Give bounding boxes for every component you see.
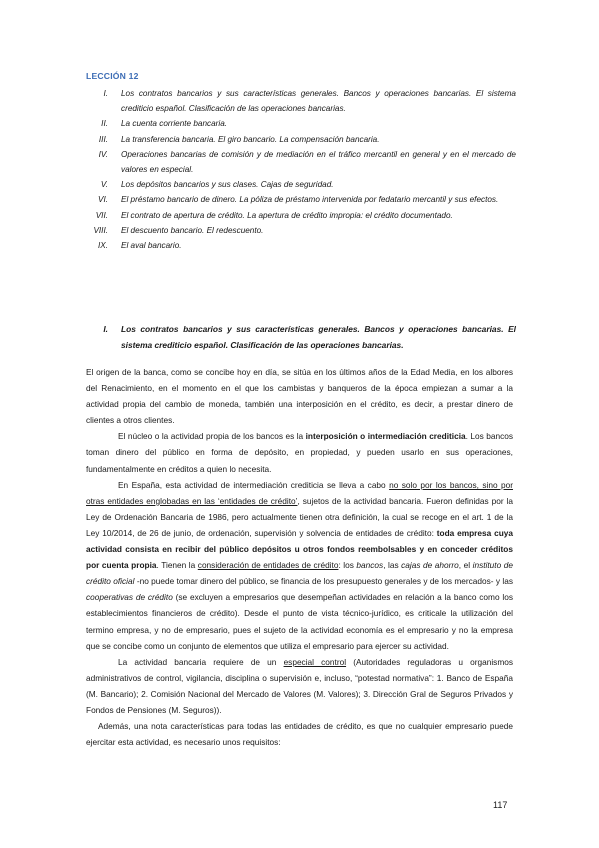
toc-item [86, 86, 516, 116]
toc-text: El préstamo bancario de dinero. La póliza de préstamo intervenida por fedatario mercantil y sus efectos. [121, 195, 499, 205]
paragraph-spain: En España, esta actividad de intermediación crediticia se lleva a cabo no solo por los bancos, sino por otras entidades englobadas en las ‘entidades de crédito’, sujetos de la actividad bancaria. Fueron definidas por la Ley de Ordenación Bancaria de 1986, pero actualmente tienen otra definición, la cual se recoge en el art. 1 de la Ley 10/2014, de 26 de junio, de ordenación, supervisión y solvencia de entidades de crédito: toda empresa cuya actividad consista en recibir del público depósitos u otros fondos reembolsables y en conceder créditos por cuenta propia. Tienen la consideración de entidades de crédito: los bancos, las cajas de ahorro, el instituto de crédito oficial -no puede tomar dinero del público, se financia de los presupuesto generales y de los mercados- y las cooperativas de crédito (se excluyen a empresarios que desempeñan actividades en relación a la banco como los establecimientos financieros de crédito). Desde el punto de vista técnico-jurídico, es criticale la utilización del termino empresa, y no de empresario, pues el sujeto de la actividad economía es el empresario y no la empresa que se concibe como un conjunto de elementos que utiliza el empresario para ejercer su actividad. [86, 479, 514, 651]
italic-term: bancos [356, 560, 384, 571]
toc-text: La transferencia bancaria. El giro bancario. La compensación bancaria. [121, 134, 380, 144]
toc-number: VIII. [93, 225, 108, 235]
page-number: 117 [493, 800, 508, 810]
section-number: I. [103, 324, 108, 334]
toc-number: IX. [97, 241, 108, 251]
toc-text: Los contratos bancarios y sus características generales. Bancos y operaciones bancarias. El sistema crediticio español. Clasificación de las operaciones bancarias. [121, 89, 516, 114]
toc-text: El aval bancario. [121, 241, 182, 251]
toc-item [86, 147, 516, 177]
toc-number: VI. [97, 195, 108, 205]
toc-text: El contrato de apertura de crédito. La apertura de crédito impropia: el crédito documentado. [121, 210, 453, 220]
toc-text: El descuento bancario. El redescuento. [121, 225, 264, 235]
paragraph-requirements: Además, una nota características para todas las entidades de crédito, es que no cualquier empresario puede ejercitar esta actividad, es necesario unos requisitos: [86, 721, 513, 748]
toc-number: I. [103, 89, 108, 98]
toc-number: VII. [95, 210, 108, 220]
italic-term: instituto de crédito oficial [86, 560, 513, 587]
italic-term: cooperativas de crédito [86, 592, 173, 603]
underlined-term: no solo por los bancos, sino por otras entidades englobadas en las ‘entidades de crédito’ [86, 479, 513, 506]
paragraph-origin: El origen de la banca, como se concibe hoy en día, se sitúa en los últimos años de la Edad Media, en los albores del Renacimiento, en el momento en el que los cambistas y banqueros de la época empiezan a sumar a la actividad propia del cambio de moneda, también una interposición en el crédito, es decir, a prestar dinero de clientes a otros clientes. [86, 367, 513, 426]
lesson-title: LECCIÓN 12 [86, 71, 139, 81]
toc-item [86, 132, 516, 147]
toc-item [86, 238, 516, 253]
paragraph-core-activity: El núcleo o la actividad propia de los bancos es la interposición o intermediación crediticia. Los bancos toman dinero del público en forma de depósito, en propiedad, y pueden usarlo en sus operaciones, fundamentalmente en créditos a quien lo necesita. [86, 431, 513, 474]
toc-item [86, 192, 516, 207]
toc-item [86, 177, 516, 192]
bold-definition: toda empresa cuya actividad consista en recibir del público depósitos u otros fondos reembolsables y en conceder créditos por cuenta propia [86, 527, 514, 571]
toc-text: Operaciones bancarias de comisión y de mediación en el tráfico mercantil en general y en el mercado de valores en especial. [121, 149, 516, 175]
table-of-contents [86, 86, 516, 253]
toc-number: IV. [98, 149, 108, 159]
section-heading [86, 321, 516, 353]
toc-item [86, 223, 516, 238]
toc-text: Los depósitos bancarios y sus clases. Cajas de seguridad. [121, 180, 334, 190]
bold-term: interposición o intermediación crediticia [305, 431, 466, 442]
underlined-term: especial control [283, 656, 347, 667]
toc-item [86, 208, 516, 223]
toc-text: La cuenta corriente bancaria. [121, 119, 228, 129]
paragraph-control: La actividad bancaria requiere de un especial control (Autoridades reguladoras u organismos administrativos de control, vigilancia, disciplina o supervisión e, incluso, “potestad normativa”: 1. Banco de España (M. Bancario); 2. Comisión Nacional del Mercado de Valores (M. Valores); 3. Dirección Gral de Seguros Privados y Fondos de Pensiones (M. Seguros)). [86, 656, 513, 715]
toc-number: V. [100, 180, 108, 190]
toc-item [86, 116, 516, 131]
italic-term: cajas de ahorro [401, 560, 459, 571]
toc-number: II. [101, 119, 108, 129]
section-title: Los contratos bancarios y sus características generales. Bancos y operaciones bancarias. El sistema crediticio español. Clasificación de las operaciones bancarias. [121, 324, 516, 350]
toc-number: III. [98, 134, 108, 144]
body-text [86, 364, 513, 750]
underlined-term: consideración de entidades de crédito [197, 560, 339, 571]
